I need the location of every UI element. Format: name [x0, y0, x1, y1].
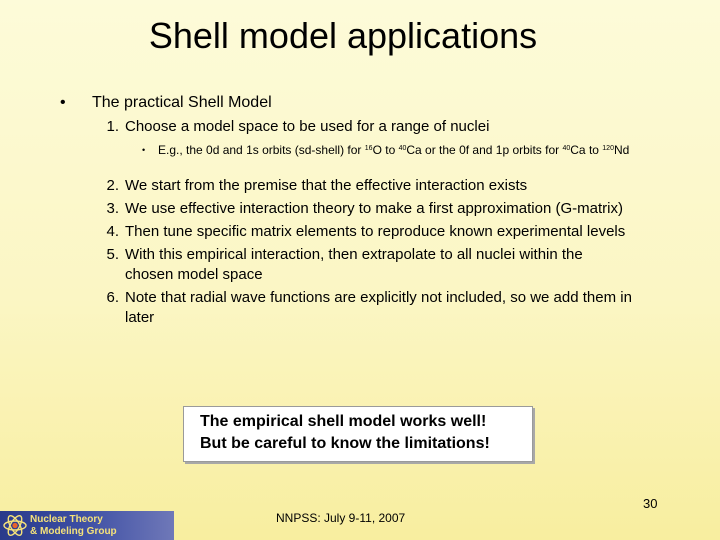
list-number: 2.	[106, 177, 119, 194]
slide-title: Shell model applications	[148, 15, 538, 56]
page-number: 30	[643, 496, 658, 511]
sub-bullet-marker: •	[142, 145, 146, 155]
list-text: With this empirical interaction, then extrapolate to all nuclei within the chosen model space	[125, 246, 583, 283]
callout-line: The empirical shell model works well!	[200, 413, 487, 430]
atom-icon	[2, 512, 28, 539]
list-text: Then tune specific matrix elements to reproduce known experimental levels	[125, 223, 626, 240]
footer-text: NNPSS: July 9-11, 2007	[276, 511, 406, 525]
logo-text: Nuclear Theory	[30, 514, 103, 525]
callout-box	[183, 406, 533, 462]
list-text: Note that radial wave functions are explicitly not included, so we add them in later	[125, 289, 632, 326]
list-number: 5.	[106, 246, 119, 263]
callout-line: But be careful to know the limitations!	[200, 435, 490, 452]
logo	[0, 511, 174, 540]
logo-text: & Modeling Group	[30, 526, 117, 537]
list-number: 4.	[106, 223, 119, 240]
bullet-marker: •	[60, 94, 66, 111]
list-text: Choose a model space to be used for a range of nuclei	[125, 118, 490, 135]
list-number: 6.	[106, 289, 119, 306]
list-number: 1.	[106, 118, 119, 135]
list-text: We start from the premise that the effective interaction exists	[125, 177, 528, 194]
main-bullet-text: The practical Shell Model	[92, 94, 272, 111]
sub-bullet-text: E.g., the 0d and 1s orbits (sd-shell) for $^{16}$O to $^{40}$Ca or the 0f and 1p orbits for $^{40}$Ca to $^{120}$Nd	[158, 143, 630, 157]
list-text: We use effective interaction theory to make a first approximation (G-matrix)	[125, 200, 623, 217]
list-number: 3.	[106, 200, 119, 217]
